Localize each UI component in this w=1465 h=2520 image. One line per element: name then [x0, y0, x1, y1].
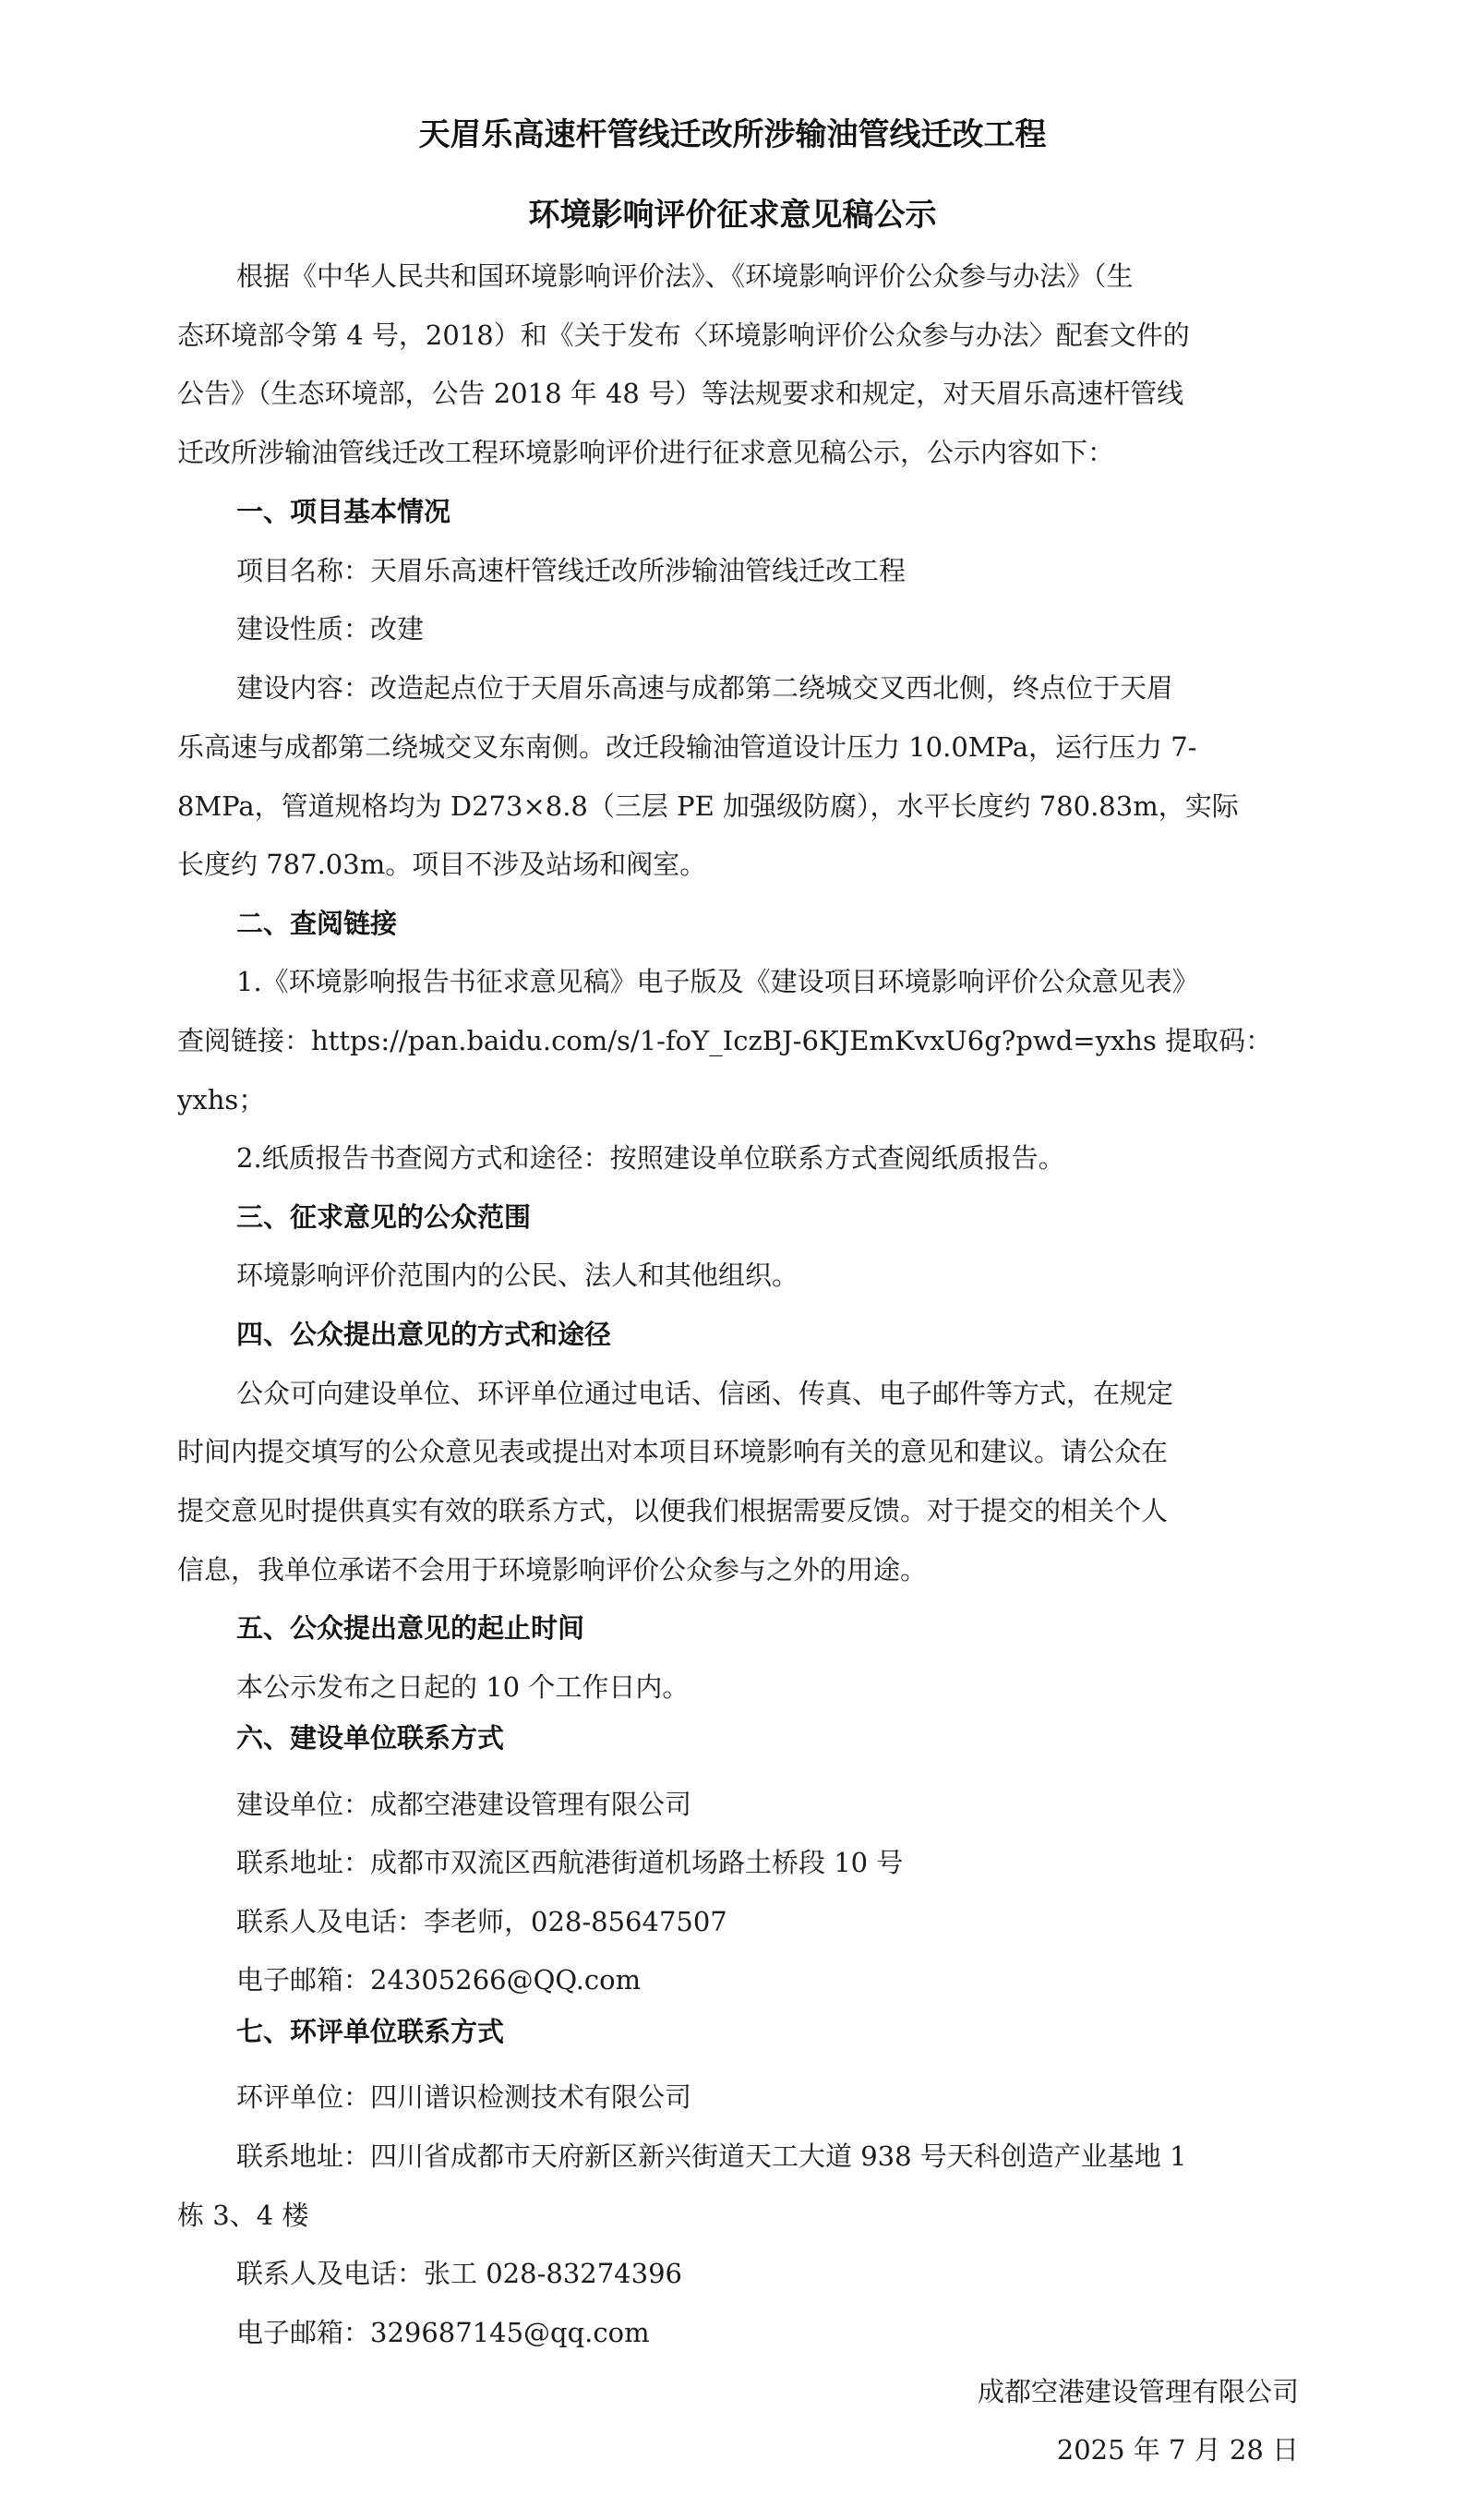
- section-heading: 四、公众提出意见的方式和途径: [236, 1319, 612, 1350]
- eia-unit: 环评单位：四川谱识检测技术有限公司: [236, 2081, 692, 2113]
- construction-nature: 建设性质：改建: [236, 613, 425, 645]
- builder-contact: 联系人及电话：李老师，028-85647507: [236, 1906, 727, 1937]
- section-text: 公众可向建设单位、环评单位通过电话、信函、传真、电子邮件等方式，在规定: [236, 1378, 1174, 1409]
- section-text: 本公示发布之日起的 10 个工作日内。: [236, 1671, 690, 1703]
- signature-date: 2025 年 7 月 28 日: [1056, 2434, 1299, 2466]
- eia-contact: 联系人及电话：张工 028-83274396: [236, 2258, 682, 2289]
- builder-address: 联系地址：成都市双流区西航港街道机场路土桥段 10 号: [236, 1847, 904, 1878]
- section-heading: 六、建设单位联系方式: [236, 1722, 505, 1754]
- link-item-line: 1.《环境影响报告书征求意见稿》电子版及《建设项目环境影响评价公众意见表》: [236, 966, 1199, 997]
- builder-email[interactable]: 电子邮箱：24305266@QQ.com: [236, 1964, 642, 1996]
- section-heading: 二、查阅链接: [236, 908, 398, 939]
- construction-content-line: 乐高速与成都第二绕城交叉东南侧。改迁段输油管道设计压力 10.0MPa，运行压力 7-: [177, 731, 1197, 763]
- builder-unit: 建设单位：成都空港建设管理有限公司: [236, 1789, 692, 1820]
- construction-content-line: 8MPa，管道规格均为 D273×8.8（三层 PE 加强级防腐），水平长度约 780.83m，实际: [177, 790, 1239, 822]
- construction-content-line: 长度约 787.03m。项目不涉及站场和阀室。: [177, 849, 707, 880]
- intro-line: 态环境部令第 4 号，2018）和《关于发布〈环境影响评价公众参与办法〉配套文件的: [177, 320, 1190, 351]
- eia-email[interactable]: 电子邮箱：329687145@qq.com: [236, 2317, 650, 2348]
- intro-line: 根据《中华人民共和国环境影响评价法》、《环境影响评价公众参与办法》（生: [236, 260, 1134, 292]
- download-link[interactable]: 查阅链接：https://pan.baidu.com/s/1-foY_IczBJ-6KJEmKvxU6g?pwd=yxhs 提取码：: [177, 1025, 1273, 1056]
- document-subtitle: 环境影响评价征求意见稿公示: [528, 197, 937, 234]
- intro-line: 公告》（生态环境部，公告 2018 年 48 号）等法规要求和规定，对天眉乐高速杆管线: [177, 378, 1184, 409]
- signature-company: 成都空港建设管理有限公司: [977, 2376, 1299, 2407]
- link-item-line: yxhs；: [177, 1084, 266, 1115]
- eia-address-line: 联系地址：四川省成都市天府新区新兴街道天工大道 938 号天科创造产业基地 1: [236, 2140, 1187, 2172]
- section-text: 提交意见时提供真实有效的联系方式，以便我们根据需要反馈。对于提交的相关个人: [177, 1495, 1169, 1526]
- section-heading: 七、环评单位联系方式: [236, 2016, 505, 2047]
- project-name: 项目名称：天眉乐高速杆管线迁改所涉输油管线迁改工程: [236, 555, 907, 586]
- section-heading: 一、项目基本情况: [236, 496, 451, 527]
- eia-address-line: 栋 3、4 楼: [177, 2200, 309, 2231]
- section-text: 环境影响评价范围内的公民、法人和其他组织。: [236, 1260, 799, 1291]
- construction-content-line: 建设内容：改造起点位于天眉乐高速与成都第二绕城交叉西北侧，终点位于天眉: [236, 672, 1174, 704]
- section-heading: 五、公众提出意见的起止时间: [236, 1612, 585, 1644]
- intro-line: 迁改所涉输油管线迁改工程环境影响评价进行征求意见稿公示，公示内容如下：: [177, 437, 1115, 468]
- link-item-line: 2.纸质报告书查阅方式和途径：按照建设单位联系方式查阅纸质报告。: [236, 1142, 1065, 1174]
- document-title: 天眉乐高速杆管线迁改所涉输油管线迁改工程: [418, 116, 1047, 153]
- section-text: 时间内提交填写的公众意见表或提出对本项目环境影响有关的意见和建议。请公众在: [177, 1436, 1169, 1467]
- section-heading: 三、征求意见的公众范围: [236, 1201, 532, 1233]
- section-text: 信息，我单位承诺不会用于环境影响评价公众参与之外的用途。: [177, 1554, 928, 1586]
